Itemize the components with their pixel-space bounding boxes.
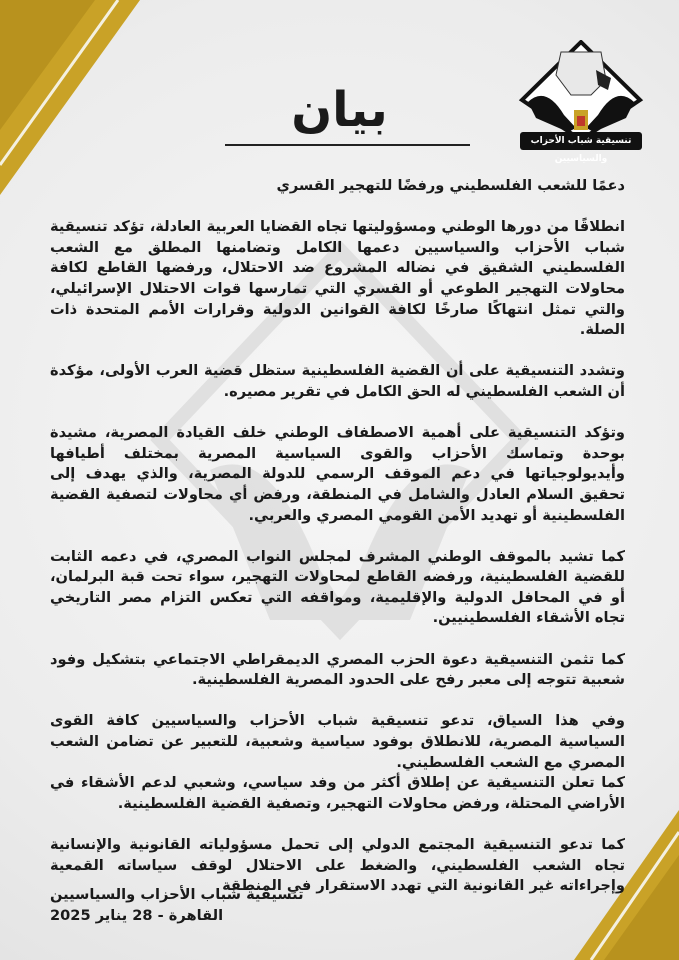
page-title: بيان	[291, 82, 388, 138]
paragraph: انطلاقًا من دورها الوطني ومسؤوليتها تجاه القضايا العربية العادلة، تؤكد تنسيقية شباب الأحزاب والسياسيين دعمها الكامل وتضامنها المطلق مع الشعب الفلسطيني الشقيق في نضاله المشروع ضد الاحتلال، ورفضها القاطع لكافة محاولات التهجير الطوعي أو القسري التي تمارسها قوات الاحتلال الإسرائيلي، والتي تمثل انتهاكًا صارخًا لكافة القوانين الدولية وقرارات الأمم المتحدة ذات الصلة.	[50, 218, 625, 339]
signature-block	[50, 885, 625, 926]
paragraph: كما تثمن التنسيقية دعوة الحزب المصري الديمقراطي الاجتماعي بتشكيل وفود شعبية تتوجه إلى معبر رفح على الحدود المصرية الفلسطينية.	[50, 650, 625, 689]
paragraph: كما تعلن التنسيقية عن إطلاق أكثر من وفد سياسي، وشعبي لدعم الأشقاء في الأراضي المحتلة، ورفض محاولات التهجير، وتصفية القضية الفلسطينية.	[50, 774, 625, 812]
signature-place-date: القاهرة - 28 يناير 2025	[50, 906, 224, 924]
paragraph: كما تدعو التنسيقية المجتمع الدولي إلى تحمل مسؤولياته القانونية والإنسانية تجاه الشعب الفلسطيني، والضغط على الاحتلال لوقف سياساته القمعية وإجراءاته غير القانونية التي تهدد الاستقرار في المنطقة	[50, 836, 625, 895]
statement-body	[50, 176, 625, 917]
paragraph: وفي هذا السياق، تدعو تنسيقية شباب الأحزاب والسياسيين كافة القوى السياسية المصرية، للانطلاق بوفود سياسية وشعبية، للتعبير عن تضامن الشعب المصري مع الشعب الفلسطيني.	[50, 712, 625, 771]
paragraph: كما تشيد بالموقف الوطني المشرف لمجلس النواب المصري، في دعمه الثابت للقضية الفلسطينية، ورفضه القاطع لمحاولات التهجير، سواء تحت قبة البرلمان، أو في المحافل الدولية والإقليمية، ومواقفه التي تعكس التزام مصر التاريخي تجاه الأشقاء الفلسطينيين.	[50, 547, 625, 627]
title-underline	[225, 144, 470, 146]
statement-subtitle: دعمًا للشعب الفلسطيني ورفضًا للتهجير القسري	[276, 177, 625, 194]
logo-text: تنسيقية شباب الأحزاب والسياسيين	[530, 136, 632, 164]
paragraph: وتشدد التنسيقية على أن القضية الفلسطينية ستظل قضية العرب الأولى، مؤكدة أن الشعب الفلسطيني له الحق الكامل في تقرير مصيره.	[50, 362, 625, 400]
paragraph: وتؤكد التنسيقية على أهمية الاصطفاف الوطني خلف القيادة المصرية، مشيدة بوحدة وتماسك الأحزاب والقوى السياسية المصرية بمختلف أطيافها وأيديولوجياتها في دعم الموقف الرسمي للدولة المصرية، والذي يهدف إلى تحقيق السلام العادل والشامل في المنطقة، ورفض أي محاولات لتصفية القضية الفلسطينية أو تهديد الأمن القومي المصري والعربي.	[50, 424, 625, 524]
signature-organization: تنسيقية شباب الأحزاب والسياسيين	[50, 886, 304, 903]
